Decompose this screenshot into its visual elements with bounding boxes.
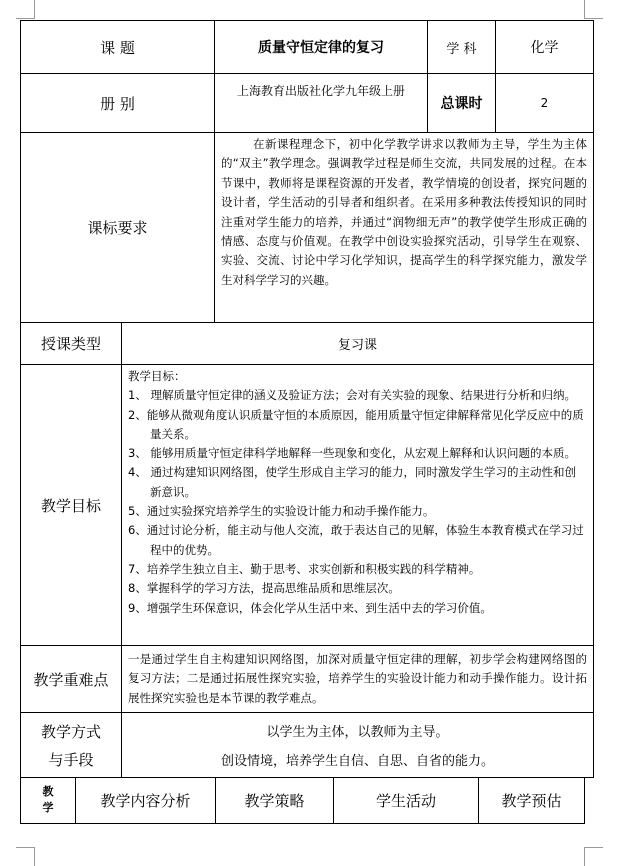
methods-line: 以学生为主体，以教师为主导。 <box>266 725 449 740</box>
methods-text <box>121 712 594 778</box>
total-hours-label: 总课时 <box>427 73 496 133</box>
methods-line: 创设情境，培养学生自信、自思、自省的能力。 <box>220 754 494 769</box>
objectives-list <box>121 364 594 646</box>
footer-col-student-activity: 学生活动 <box>333 777 479 824</box>
objective-item: 5、通过实验探究培养学生的实验设计能力和动手操作能力。 <box>128 504 435 519</box>
objective-item: 9、增强学生环保意识，体会化学从生活中来、到生活中去的学习价值。 <box>128 600 492 615</box>
key-points-text: 一是通过学生自主构建知识网络图，加深对质量守恒定律的理解，初步学会构建网络图的复习方法；二是通过拓展性探究实验，培养学生的实验设计能力和动手操作能力。设计拓展性探究实验也是本节课的教学难点。 <box>121 645 594 713</box>
subject-value: 化学 <box>495 20 594 74</box>
footer-col-estimate: 教学预估 <box>478 777 585 824</box>
footer-col-content-analysis: 教学内容分析 <box>75 777 216 824</box>
topic-value: 质量守恒定律的复习 <box>214 20 428 74</box>
methods-label: 教学方式 与手段 <box>20 712 122 778</box>
volume-label: 册 别 <box>20 73 215 133</box>
objective-item: 2、能够从微观角度认识质量守恒的本质原因，能用质量守恒定律解释常见化学反应中的质量关系。 <box>128 407 584 441</box>
objective-item: 4、 通过构建知识网络图，使学生形成自主学习的能力，同时激发学生学习的主动性和创新意识。 <box>128 465 576 499</box>
objective-item: 3、 能够用质量守恒定律科学地解释一些现象和变化，从宏观上解释和认识问题的本质。 <box>128 446 576 461</box>
key-points-label: 教学重难点 <box>20 645 122 713</box>
objective-item: 8、掌握科学的学习方法，提高思维品质和思维层次。 <box>128 581 400 596</box>
corner-mark-top-left <box>16 0 35 19</box>
volume-value: 上海教育出版社化学九年级上册 <box>214 73 428 133</box>
corner-mark-bottom-right <box>584 847 603 866</box>
objectives-heading: 教学目标： <box>128 369 186 383</box>
standards-label: 课标要求 <box>20 132 215 323</box>
corner-mark-top-right <box>584 0 603 19</box>
objective-item: 6、通过讨论分析，能主动与他人交流，敢于表达自己的见解，体验生本教育模式在学习过程中的优势。 <box>128 523 584 557</box>
standards-text: 在新课程理念下，初中化学教学讲求以教师为主导，学生为主体的“双主”教学理念。强调教学过程是师生交流，共同发展的过程。在本节课中，教师将是课程资源的开发者，教学情境的创设者，探究问题的设计者，学生活动的引导者和组织者。在采用多种教法传授知识的同时注重对学生能力的培养，并通过“润物细无声”的教学使学生形成正确的情感、态度与价值观。在教学中创设实验探究活动，引导学生在观察、实验、交流、讨论中学习化学知识，提高学生的科学探究能力，激发学生对科学学习的兴趣。 <box>214 132 594 323</box>
topic-label: 课 题 <box>20 20 215 74</box>
subject-label: 学 科 <box>427 20 496 74</box>
objective-item: 1、 理解质量守恒定律的涵义及验证方法；会对有关实验的现象、结果进行分析和归纳。 <box>128 388 576 403</box>
corner-mark-bottom-left <box>16 847 35 866</box>
footer-col-strategy: 教学策略 <box>215 777 334 824</box>
lesson-type-label: 授课类型 <box>20 322 122 365</box>
footer-col-teaching: 教 学 <box>20 777 76 824</box>
objectives-label: 教学目标 <box>20 364 122 646</box>
total-hours-value: 2 <box>495 73 594 133</box>
lesson-type-value: 复习课 <box>121 322 594 365</box>
objective-item: 7、培养学生独立自主、勤于思考、求实创新和积极实践的科学精神。 <box>128 561 481 576</box>
